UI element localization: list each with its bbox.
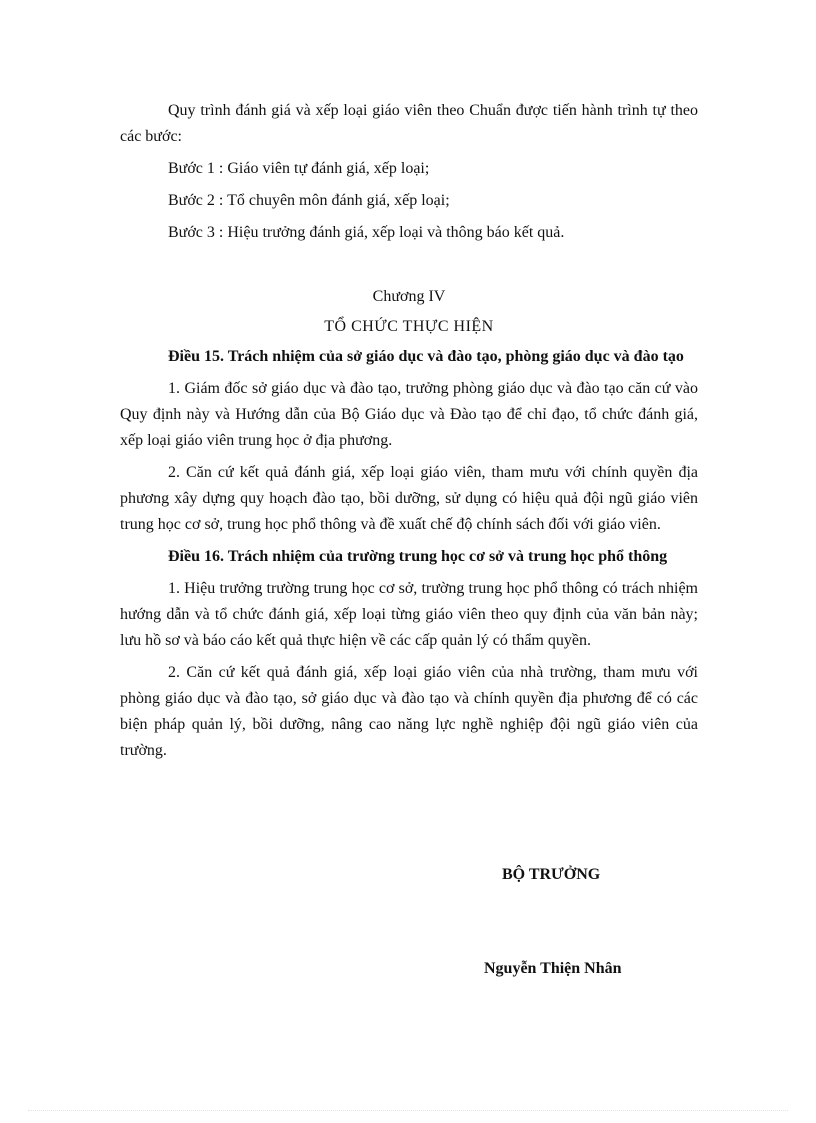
- document-body: [120, 98, 698, 770]
- chapter-title: TỔ CHỨC THỰC HIỆN: [324, 318, 494, 335]
- step-3: Bước 3 : Hiệu trưởng đánh giá, xếp loại và thông báo kết quả.: [168, 224, 565, 241]
- article-15-paragraph-1: 1. Giám đốc sở giáo dục và đào tạo, trưởng phòng giáo dục và đào tạo căn cứ vào Quy định này và Hướng dẫn của Bộ Giáo dục và Đào tạo để chỉ đạo, tổ chức đánh giá, xếp loại giáo viên trung học ở địa phương.: [120, 380, 698, 449]
- article-16-paragraph-1: 1. Hiệu trưởng trường trung học cơ sở, trường trung học phổ thông có trách nhiệm hướng dẫn và tổ chức đánh giá, xếp loại từng giáo viên theo quy định của văn bản này; lưu hồ sơ và báo cáo kết quả thực hiện về các cấp quản lý có thẩm quyền.: [120, 580, 698, 649]
- step-2: Bước 2 : Tổ chuyên môn đánh giá, xếp loại;: [168, 192, 450, 209]
- page-bottom-divider: [28, 1110, 788, 1111]
- step-1: Bước 1 : Giáo viên tự đánh giá, xếp loại;: [168, 160, 430, 177]
- signature-title: BỘ TRƯỞNG: [502, 866, 601, 883]
- intro-paragraph: Quy trình đánh giá và xếp loại giáo viên theo Chuẩn được tiến hành trình tự theo các bước:: [120, 102, 698, 145]
- article-16-heading: Điều 16. Trách nhiệm của trường trung học cơ sở và trung học phổ thông: [168, 548, 668, 565]
- article-16-paragraph-2: 2. Căn cứ kết quả đánh giá, xếp loại giáo viên của nhà trường, tham mưu với phòng giáo dục và đào tạo, sở giáo dục và đào tạo và chính quyền địa phương để có các biện pháp quản lý, bồi dưỡng, nâng cao năng lực nghề nghiệp đội ngũ giáo viên của trường.: [120, 664, 698, 759]
- article-15-heading: Điều 15. Trách nhiệm của sở giáo dục và đào tạo, phòng giáo dục và đào tạo: [168, 348, 684, 365]
- chapter-number: Chương IV: [372, 288, 446, 305]
- article-15-paragraph-2: 2. Căn cứ kết quả đánh giá, xếp loại giáo viên, tham mưu với chính quyền địa phương xây dựng quy hoạch đào tạo, bồi dưỡng, sử dụng có hiệu quả đội ngũ giáo viên trung học cơ sở, trung học phổ thông và đề xuất chế độ chính sách đối với giáo viên.: [120, 464, 698, 533]
- signature-name: Nguyễn Thiện Nhân: [484, 960, 622, 977]
